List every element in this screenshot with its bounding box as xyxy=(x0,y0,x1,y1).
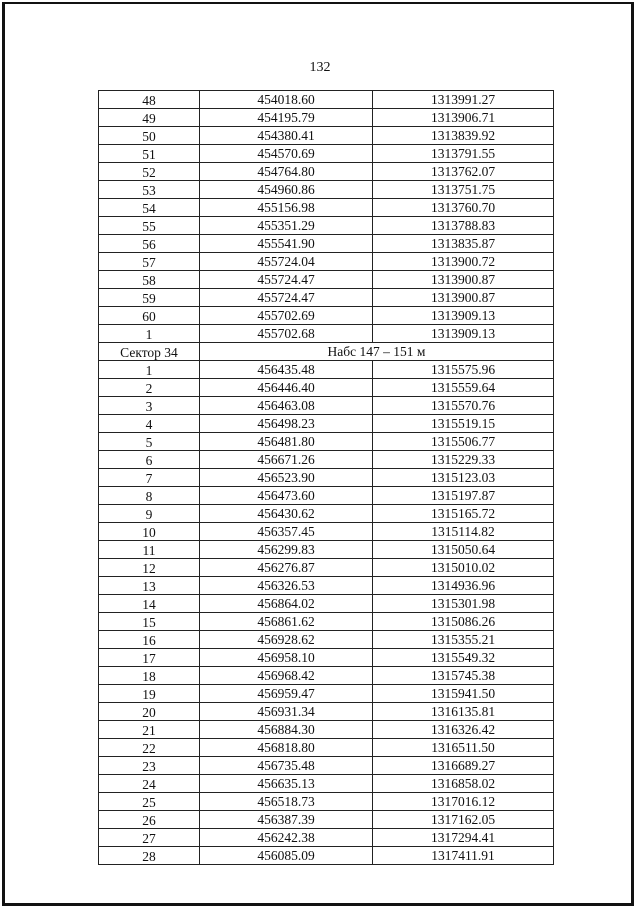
x-coordinate-cell: 456958.10 xyxy=(200,649,373,667)
x-coordinate-cell: 456864.02 xyxy=(200,595,373,613)
point-number-cell: 7 xyxy=(99,469,200,487)
y-coordinate-cell: 1315506.77 xyxy=(373,433,554,451)
x-coordinate-cell: 456928.62 xyxy=(200,631,373,649)
table-row xyxy=(99,793,554,811)
y-coordinate-cell: 1315301.98 xyxy=(373,595,554,613)
x-coordinate-cell: 456473.60 xyxy=(200,487,373,505)
point-number-cell: 19 xyxy=(99,685,200,703)
x-coordinate-cell: 454380.41 xyxy=(200,127,373,145)
y-coordinate-cell: 1313900.87 xyxy=(373,289,554,307)
table-row xyxy=(99,829,554,847)
table-row xyxy=(99,415,554,433)
y-coordinate-cell: 1313835.87 xyxy=(373,235,554,253)
x-coordinate-cell: 456498.23 xyxy=(200,415,373,433)
sector-header-section xyxy=(99,343,554,361)
point-number-cell: 60 xyxy=(99,307,200,325)
table-row xyxy=(99,577,554,595)
coordinates-table-bottom-section xyxy=(99,361,554,865)
table-row xyxy=(99,163,554,181)
point-number-cell: 1 xyxy=(99,361,200,379)
point-number-cell: 17 xyxy=(99,649,200,667)
x-coordinate-cell: 456671.26 xyxy=(200,451,373,469)
table-row xyxy=(99,271,554,289)
y-coordinate-cell: 1315570.76 xyxy=(373,397,554,415)
point-number-cell: 57 xyxy=(99,253,200,271)
table-row xyxy=(99,613,554,631)
x-coordinate-cell: 455702.68 xyxy=(200,325,373,343)
x-coordinate-cell: 456463.08 xyxy=(200,397,373,415)
table-row xyxy=(99,595,554,613)
table-row xyxy=(99,325,554,343)
y-coordinate-cell: 1313751.75 xyxy=(373,181,554,199)
y-coordinate-cell: 1317016.12 xyxy=(373,793,554,811)
y-coordinate-cell: 1315086.26 xyxy=(373,613,554,631)
y-coordinate-cell: 1315559.64 xyxy=(373,379,554,397)
y-coordinate-cell: 1316511.50 xyxy=(373,739,554,757)
table-row xyxy=(99,703,554,721)
table-row xyxy=(99,109,554,127)
point-number-cell: 15 xyxy=(99,613,200,631)
y-coordinate-cell: 1315941.50 xyxy=(373,685,554,703)
x-coordinate-cell: 456242.38 xyxy=(200,829,373,847)
y-coordinate-cell: 1315114.82 xyxy=(373,523,554,541)
point-number-cell: 59 xyxy=(99,289,200,307)
y-coordinate-cell: 1315165.72 xyxy=(373,505,554,523)
x-coordinate-cell: 456435.48 xyxy=(200,361,373,379)
table-row xyxy=(99,649,554,667)
y-coordinate-cell: 1315745.38 xyxy=(373,667,554,685)
point-number-cell: 28 xyxy=(99,847,200,865)
table-row xyxy=(99,775,554,793)
y-coordinate-cell: 1317411.91 xyxy=(373,847,554,865)
point-number-cell: 52 xyxy=(99,163,200,181)
point-number-cell: 49 xyxy=(99,109,200,127)
x-coordinate-cell: 456818.80 xyxy=(200,739,373,757)
x-coordinate-cell: 456735.48 xyxy=(200,757,373,775)
y-coordinate-cell: 1313791.55 xyxy=(373,145,554,163)
y-coordinate-cell: 1313839.92 xyxy=(373,127,554,145)
x-coordinate-cell: 456430.62 xyxy=(200,505,373,523)
point-number-cell: 20 xyxy=(99,703,200,721)
y-coordinate-cell: 1315010.02 xyxy=(373,559,554,577)
x-coordinate-cell: 454195.79 xyxy=(200,109,373,127)
x-coordinate-cell: 454570.69 xyxy=(200,145,373,163)
y-coordinate-cell: 1315123.03 xyxy=(373,469,554,487)
table-row xyxy=(99,721,554,739)
table-row xyxy=(99,505,554,523)
x-coordinate-cell: 456357.45 xyxy=(200,523,373,541)
point-number-cell: 58 xyxy=(99,271,200,289)
x-coordinate-cell: 456861.62 xyxy=(200,613,373,631)
table-row xyxy=(99,145,554,163)
y-coordinate-cell: 1313760.70 xyxy=(373,199,554,217)
point-number-cell: 48 xyxy=(99,91,200,109)
table-row xyxy=(99,379,554,397)
table-row xyxy=(99,631,554,649)
table-row xyxy=(99,739,554,757)
y-coordinate-cell: 1315575.96 xyxy=(373,361,554,379)
y-coordinate-cell: 1316689.27 xyxy=(373,757,554,775)
x-coordinate-cell: 455724.47 xyxy=(200,289,373,307)
point-number-cell: 53 xyxy=(99,181,200,199)
table-row xyxy=(99,811,554,829)
point-number-cell: 12 xyxy=(99,559,200,577)
x-coordinate-cell: 456968.42 xyxy=(200,667,373,685)
x-coordinate-cell: 455702.69 xyxy=(200,307,373,325)
point-number-cell: 14 xyxy=(99,595,200,613)
y-coordinate-cell: 1316326.42 xyxy=(373,721,554,739)
y-coordinate-cell: 1316135.81 xyxy=(373,703,554,721)
y-coordinate-cell: 1313762.07 xyxy=(373,163,554,181)
table-row xyxy=(99,757,554,775)
page-number: 132 xyxy=(309,60,331,75)
y-coordinate-cell: 1314936.96 xyxy=(373,577,554,595)
x-coordinate-cell: 456959.47 xyxy=(200,685,373,703)
y-coordinate-cell: 1317162.05 xyxy=(373,811,554,829)
point-number-cell: 27 xyxy=(99,829,200,847)
table-row xyxy=(99,235,554,253)
x-coordinate-cell: 456276.87 xyxy=(200,559,373,577)
y-coordinate-cell: 1313909.13 xyxy=(373,307,554,325)
x-coordinate-cell: 456884.30 xyxy=(200,721,373,739)
point-number-cell: 18 xyxy=(99,667,200,685)
point-number-cell: 11 xyxy=(99,541,200,559)
x-coordinate-cell: 456481.80 xyxy=(200,433,373,451)
x-coordinate-cell: 455724.47 xyxy=(200,271,373,289)
x-coordinate-cell: 456299.83 xyxy=(200,541,373,559)
point-number-cell: 21 xyxy=(99,721,200,739)
point-number-cell: 13 xyxy=(99,577,200,595)
table-row xyxy=(99,685,554,703)
table-row xyxy=(99,847,554,865)
point-number-cell: 16 xyxy=(99,631,200,649)
x-coordinate-cell: 456518.73 xyxy=(200,793,373,811)
table-row xyxy=(99,253,554,271)
x-coordinate-cell: 456635.13 xyxy=(200,775,373,793)
point-number-cell: 50 xyxy=(99,127,200,145)
point-number-cell: 51 xyxy=(99,145,200,163)
sector-header-row xyxy=(99,343,554,361)
table-row xyxy=(99,361,554,379)
y-coordinate-cell: 1313900.72 xyxy=(373,253,554,271)
point-number-cell: 4 xyxy=(99,415,200,433)
y-coordinate-cell: 1313900.87 xyxy=(373,271,554,289)
coordinates-table-top-section xyxy=(99,91,554,343)
point-number-cell: 3 xyxy=(99,397,200,415)
y-coordinate-cell: 1315229.33 xyxy=(373,451,554,469)
point-number-cell: 56 xyxy=(99,235,200,253)
y-coordinate-cell: 1313991.27 xyxy=(373,91,554,109)
x-coordinate-cell: 455351.29 xyxy=(200,217,373,235)
x-coordinate-cell: 455724.04 xyxy=(200,253,373,271)
point-number-cell: 26 xyxy=(99,811,200,829)
table-row xyxy=(99,307,554,325)
x-coordinate-cell: 454764.80 xyxy=(200,163,373,181)
table-row xyxy=(99,451,554,469)
x-coordinate-cell: 456523.90 xyxy=(200,469,373,487)
sector-title: Набс 147 – 151 м xyxy=(200,343,554,361)
x-coordinate-cell: 456387.39 xyxy=(200,811,373,829)
table-row xyxy=(99,433,554,451)
coordinates-table xyxy=(98,90,554,865)
y-coordinate-cell: 1313906.71 xyxy=(373,109,554,127)
x-coordinate-cell: 456326.53 xyxy=(200,577,373,595)
x-coordinate-cell: 456931.34 xyxy=(200,703,373,721)
table-row xyxy=(99,523,554,541)
y-coordinate-cell: 1313788.83 xyxy=(373,217,554,235)
x-coordinate-cell: 456446.40 xyxy=(200,379,373,397)
table-row xyxy=(99,469,554,487)
y-coordinate-cell: 1315050.64 xyxy=(373,541,554,559)
table-row xyxy=(99,487,554,505)
point-number-cell: 54 xyxy=(99,199,200,217)
point-number-cell: 8 xyxy=(99,487,200,505)
point-number-cell: 24 xyxy=(99,775,200,793)
point-number-cell: 9 xyxy=(99,505,200,523)
point-number-cell: 10 xyxy=(99,523,200,541)
point-number-cell: 5 xyxy=(99,433,200,451)
point-number-cell: 23 xyxy=(99,757,200,775)
point-number-cell: 2 xyxy=(99,379,200,397)
table-row xyxy=(99,127,554,145)
y-coordinate-cell: 1315197.87 xyxy=(373,487,554,505)
table-row xyxy=(99,541,554,559)
table-row xyxy=(99,559,554,577)
y-coordinate-cell: 1313909.13 xyxy=(373,325,554,343)
x-coordinate-cell: 454960.86 xyxy=(200,181,373,199)
table-row xyxy=(99,397,554,415)
point-number-cell: 55 xyxy=(99,217,200,235)
point-number-cell: 6 xyxy=(99,451,200,469)
sector-label: Сектор 34 xyxy=(99,343,200,361)
y-coordinate-cell: 1315519.15 xyxy=(373,415,554,433)
table-row xyxy=(99,667,554,685)
point-number-cell: 1 xyxy=(99,325,200,343)
y-coordinate-cell: 1315355.21 xyxy=(373,631,554,649)
x-coordinate-cell: 456085.09 xyxy=(200,847,373,865)
point-number-cell: 22 xyxy=(99,739,200,757)
x-coordinate-cell: 455541.90 xyxy=(200,235,373,253)
point-number-cell: 25 xyxy=(99,793,200,811)
table-row xyxy=(99,217,554,235)
y-coordinate-cell: 1317294.41 xyxy=(373,829,554,847)
table-row xyxy=(99,181,554,199)
y-coordinate-cell: 1316858.02 xyxy=(373,775,554,793)
x-coordinate-cell: 455156.98 xyxy=(200,199,373,217)
table-row xyxy=(99,199,554,217)
x-coordinate-cell: 454018.60 xyxy=(200,91,373,109)
y-coordinate-cell: 1315549.32 xyxy=(373,649,554,667)
table-row xyxy=(99,289,554,307)
table-row xyxy=(99,91,554,109)
